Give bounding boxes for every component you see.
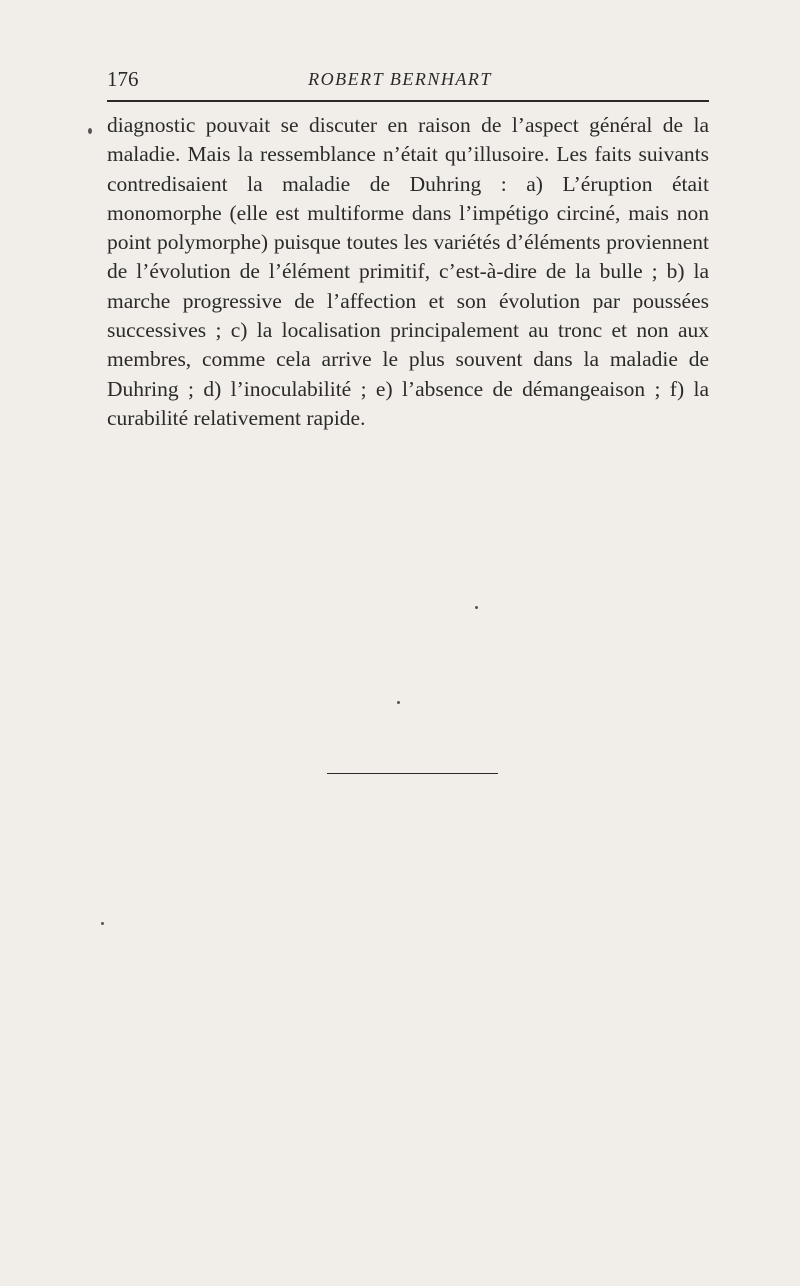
page-number: 176 (107, 67, 139, 91)
running-head: ROBERT BERNHART (308, 69, 492, 89)
body-text (107, 111, 709, 433)
paper-speck (101, 922, 104, 925)
paper-speck (397, 701, 400, 704)
paragraph: diagnostic pouvait se discuter en raison de l’aspect général de la maladie. Mais la ressemblance n’était qu’illusoire. Les faits suivants contredisaient la maladie de Duhring : a) L’éruption était monomorphe (elle est multiforme dans l’impétigo circiné, mais non point polymorphe) puisque toutes les variétés d’éléments proviennent de l’évolution de l’élément primitif, c’est-à-dire de la bulle ; b) la marche progressive de l’affection et son évolution par poussées successives ; c) la localisation principalement au tronc et non aux membres, comme cela arrive le plus souvent dans la maladie de Duhring ; d) l’inoculabilité ; e) l’absence de démangeaison ; f) la curabilité relativement rapide. (107, 113, 709, 430)
paper-speck (475, 606, 478, 609)
section-end-rule (327, 773, 498, 774)
paper-speck (88, 128, 92, 134)
header-rule (107, 100, 709, 102)
